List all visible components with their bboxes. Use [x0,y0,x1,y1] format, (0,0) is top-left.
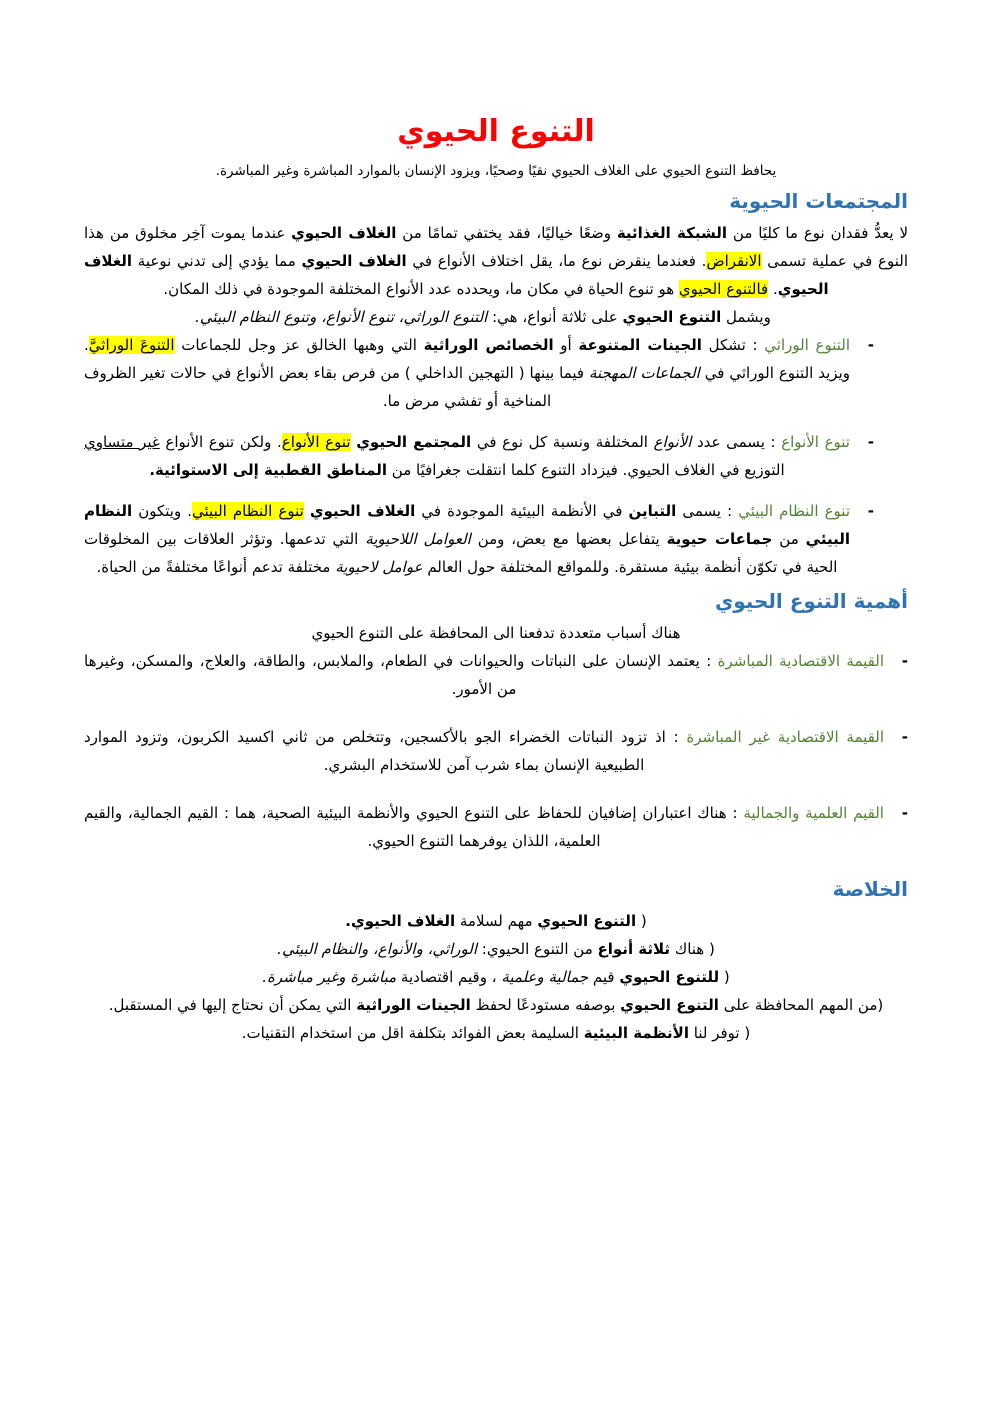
summary-line-1 [84,907,908,935]
bullet-text [84,428,850,484]
text-run: : يعتمد الإنسان على النباتات والحيوانات في الطعام، والملابس، والطاقة، والعلاج، والمسكن، وغيرها من الأمور. [84,652,718,698]
bullet-text [84,723,884,779]
text-run: التي يمكن أن نحتاج إليها في المستقبل. [108,996,357,1014]
summary-line-2 [84,935,908,963]
highlighted-text: تنوع النظام البيئي [192,502,304,520]
text-run: مباشرة وغير مباشرة. [262,968,397,986]
text-run: العوامل اللاحيوية [365,530,471,548]
bullet-indirect-economic-value [84,723,908,779]
text-run: أو [553,336,579,354]
bullet-text [84,799,884,855]
text-run: : اذ تزود النباتات الخضراء الجو بالأكسجين، وتتخلص من ثاني اكسيد الكربون، وتزود الموارد الطبيعية الإنسان بماء شرب آمن للاستخدام البشري. [84,728,687,774]
text-run: التوزيع في الغلاف الحيوي. فيزداد التنوع كلما انتقلت جغرافيًا من [387,461,785,479]
text-run: ويشمل [721,308,771,326]
text-run: التنوع الحيوي [622,308,722,326]
text-run: يتفاعل بعضها مع بعض، ومن [470,530,667,548]
text-run: التي تدعمها. وتؤثر العلاقات بين المخلوقات الحية في تكوّن أنظمة بيئية مستقرة. وللمواقع المختلفة حول العالم [84,530,838,576]
document-subtitle: يحافظ التنوع الحيوي على الغلاف الحيوي نقيًا وصحيًا، ويزود الإنسان بالموارد المباشرة وغير المباشرة. [215,163,777,179]
bullet-genetic-diversity [84,331,874,415]
summary-line-3 [84,963,908,991]
text-run: النظام البيئي [84,502,850,548]
text-run: المجتمعات الحيوية [729,189,908,213]
text-run: قيم [588,968,620,986]
text-run: على ثلاثة أنواع، هي: [487,308,623,326]
text-run: عوامل لاحيوية [335,558,423,576]
bullet-dash-icon: - [901,728,908,746]
text-run: مما يؤدي إلى تدني نوعية [132,252,302,270]
bullet-scientific-aesthetic-values [84,799,908,855]
text-run: عندما يموت آخِر مخلوق من هذا النوع في عملية تسمى [84,224,908,270]
summary-line-5 [84,1019,908,1047]
term-label: تنوع الأنواع [781,433,850,451]
text-run: الجينات المتنوعة [578,336,702,354]
text-run: مختلفة تدعم أنواعًا مختلفةً من الحياة. [96,558,336,576]
text-run: التنوع الوراثي، تنوع الأنواع، وتنوع النظام البيئي. [195,308,488,326]
text-run: ثلاثة أنواع [597,940,671,958]
text-run: السليمة بعض الفوائد بتكلفة اقل من استخدام التقنيات. [241,1024,584,1042]
text-run: ، وقيم اقتصادية [396,968,502,986]
text-run: هو تنوع الحياة في مكان ما، ويحدده عدد الأنواع المختلفة الموجودة في ذلك المكان. [163,280,679,298]
text-run: . ويتكون [132,502,193,520]
text-run: الوراثي، والأنواع، والنظام البيئي. [277,940,477,958]
text-run: . [768,280,778,298]
text-run: ( [719,968,730,986]
text-run: ( هناك [670,940,715,958]
bullet-ecosystem-diversity [84,497,874,581]
text-run: الشبكة الغذائية [616,224,728,242]
text-run: الغلاف الحيوي. [345,912,456,930]
text-run: الأنواع [653,433,692,451]
text-run: (من المهم المحافظة على [718,996,884,1014]
text-run: الغلاف الحيوي [309,502,416,520]
text-run: . ويزيد التنوع الوراثي في [84,336,850,382]
intro-paragraph [84,219,908,303]
text-run: الخلاصة [832,877,908,901]
text-run: الأنظمة البيئية [583,1024,689,1042]
text-run: وضعًا خياليًا، فقد يختفي تمامًا من [396,224,617,242]
text-run: جماعات حيوية [666,530,773,548]
text-run: مهم لسلامة [455,912,538,930]
importance-intro [84,619,908,647]
heading-summary [84,875,908,903]
document-title: التنوع الحيوي [397,114,595,149]
term-label: القيمة الاقتصادية غير المباشرة [686,728,884,746]
document-body [84,187,908,1047]
text-run: هناك أسباب متعددة تدفعنا الى المحافظة على التنوع الحيوي [311,624,681,642]
text-run: : يسمى [676,502,739,520]
bullet-dash-icon: - [901,652,908,670]
heading-importance [84,587,908,615]
text-run: من [772,530,806,548]
text-run: الجماعات المهجنة [589,364,700,382]
text-run: . فعندما ينقرض نوع ما، يقل اختلاف الأنواع في [406,252,707,270]
text-run: التنوع الحيوي [537,912,637,930]
text-run: . ولكن تنوع الأنواع [159,433,282,451]
bullet-text [84,331,850,415]
term-label: القيم العلمية والجمالية [743,804,884,822]
text-run: الخصائص الوراثية [423,336,554,354]
bullet-dash-icon: - [867,502,874,520]
text-run: المناطق القطبية إلى الاستوائية. [149,461,388,479]
text-run: المختلفة ونسبة كل نوع في [471,433,654,451]
text-run: في الأنظمة البيئية الموجودة في [415,502,629,520]
highlighted-text: تنوع الأنواع [281,433,351,451]
types-line [84,303,908,331]
text-run: ( توفر لنا [689,1024,751,1042]
text-run: : تشكل [701,336,765,354]
text-run: فيما بينها ( التهجين الداخلي ) من فرص بقاء بعض الأنواع في حالات تغير الظروف المناخية أو تفشي مرض ما. [84,364,589,410]
text-run: الغلاف الحيوي [84,252,829,298]
text-run: التنوع الحيوي [620,996,719,1014]
text-run: : هناك اعتباران إضافيان للحفاظ على التنوع الحيوي والأنظمة البيئية الصحية، هما : القيم الجمالية، والقيم العلمية، اللذان يوفرهما التنوع الحيوي. [84,804,744,850]
text-run: للتنوع الحيوي [619,968,720,986]
text-run: ( [636,912,647,930]
text-run: الغلاف الحيوي [301,252,407,270]
text-run: التباين [628,502,677,520]
text-run: المجتمع الحيوي [356,433,472,451]
term-label: تنوع النظام البيئي [738,502,850,520]
term-label: القيمة الاقتصادية المباشرة [717,652,884,670]
bullet-text [84,647,884,703]
text-run: : يسمى عدد [691,433,782,451]
text-run: التي وهبها الخالق عز وجل للجماعات [174,336,424,354]
text-run: من التنوع الحيوي: [477,940,598,958]
highlighted-text: التنوعَ الوراثيَّ [88,336,175,354]
summary-line-4 [84,991,908,1019]
heading-communities [84,187,908,215]
bullet-species-diversity [84,428,874,484]
text-run: غير متساوي [84,433,160,451]
bullet-direct-economic-value [84,647,908,703]
text-run: جمالية وعلمية [501,968,589,986]
bullet-dash-icon: - [867,433,874,451]
bullet-text [84,497,850,581]
text-run: لا يعدُّ فقدان نوع ما كليًا من [727,224,908,242]
text-run: أهمية التنوع الحيوي [714,589,908,613]
term-label: التنوع الوراثي [764,336,851,354]
highlighted-text: فالتنوع الحيوي [678,280,769,298]
bullet-dash-icon: - [867,336,874,354]
text-run: بوصفه مستودعًا لحفظ [470,996,621,1014]
bullet-dash-icon: - [901,804,908,822]
text-run: الجينات الوراثية [356,996,471,1014]
text-run: الغلاف الحيوي [291,224,397,242]
highlighted-text: الانقراض [706,252,762,270]
